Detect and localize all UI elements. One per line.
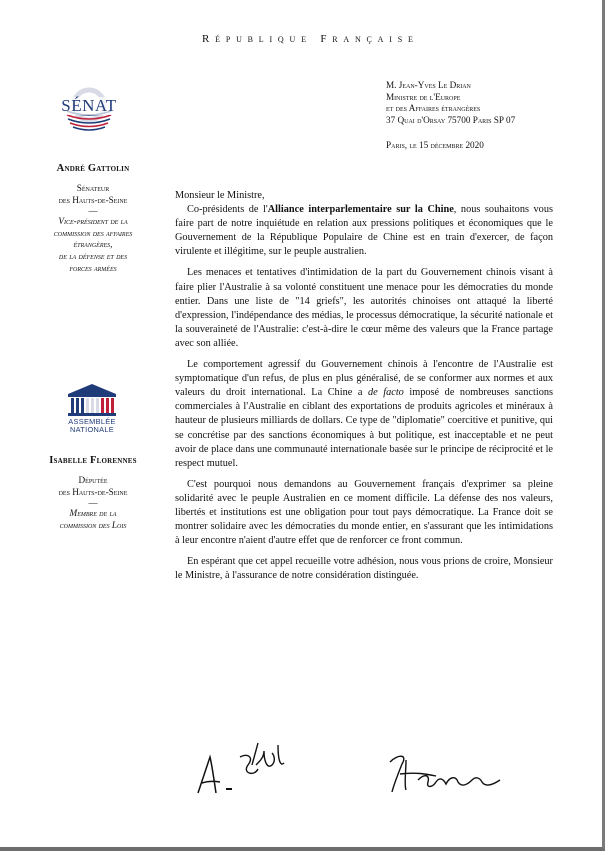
recipient-ministry: et des Affaires étrangères bbox=[386, 103, 481, 114]
senator-role-line: commission des affaires bbox=[53, 227, 133, 238]
letter-date: Paris, le 15 décembre 2020 bbox=[386, 140, 484, 150]
letter-body bbox=[175, 189, 553, 590]
senator-role-line: Vice-président de la bbox=[58, 216, 128, 227]
senator-role-line: forces armées bbox=[69, 262, 117, 273]
letter-greeting: Monsieur le Ministre, bbox=[175, 190, 265, 201]
senat-logo bbox=[58, 75, 120, 137]
p1-text-b: , nous souhaitons vous faire part de notre inquiétude en relation aux pressions politiques et économiques que le Gouvernement de la République Populaire de Chine est en train d'exercer, de façon virulente et illégitime, sur le peuple australien. bbox=[175, 204, 553, 258]
assemblee-line: NATIONALE bbox=[69, 425, 115, 435]
letter-paragraph-3 bbox=[175, 358, 553, 471]
senator-title: Sénateur bbox=[76, 183, 110, 193]
recipient-street: 37 Quai d'Orsay 75700 Paris SP 07 bbox=[386, 114, 516, 125]
assemblee-line: ASSEMBLÉE bbox=[68, 417, 116, 426]
assemblee-nationale-text bbox=[55, 418, 129, 435]
senator-separator: — bbox=[88, 206, 98, 217]
deputy-role-line: Membre de la bbox=[69, 508, 117, 519]
recipient-address bbox=[386, 80, 515, 126]
senator-role-line: étrangères, bbox=[73, 239, 113, 250]
senator-area: des Hauts-de-Seine bbox=[58, 194, 128, 205]
senator-role-line: de la défense et des bbox=[58, 250, 128, 261]
deputy-role-line: commission des Lois bbox=[59, 519, 127, 530]
deputy-title: Députée bbox=[78, 475, 108, 485]
deputy-area: des Hauts-de-Seine bbox=[58, 486, 128, 497]
senat-logo-text: SÉNAT bbox=[59, 97, 119, 115]
p3-text-b: imposé de nombreuses sanctions commerciales à l'Australie en ciblant des exportations de produits agricoles et minéraux à hauteur de plusieurs milliards de dollars. Ce type de "diplomatie" coercitive et punitive, qui se concrétise par des sanctions économiques à but politique, est inacceptable et ne peut avoir de place dans une communauté internationale basée sur le principe de réciprocité et le respect mutuel. bbox=[175, 387, 553, 469]
recipient-title: Ministre de l'Europe bbox=[386, 91, 461, 102]
alliance-name: Alliance interparlementaire sur la Chine bbox=[267, 204, 454, 216]
signature-florennes bbox=[376, 740, 516, 800]
p1-text-a: Co-présidents de l' bbox=[187, 204, 268, 216]
letter-paragraph-2: Les menaces et tentatives d'intimidation de la part du Gouvernement chinois visant à faire plier l'Australie à sa volonté constituent une menace pour les démocraties du monde entier. Dans une liste de "14 griefs", les autorités chinoises ont attaqué la liberté d'expression, l'indépendance des médias, le processus démocratique, la sécurité nationale et la souveraineté de l'Australie: c'est-à-dire le cœur même des valeurs que la France partage avec son alliée. bbox=[175, 267, 553, 349]
letter-paragraph-1 bbox=[175, 203, 553, 259]
de-facto-text: de facto bbox=[367, 387, 404, 399]
deputy-block bbox=[18, 455, 168, 531]
senator-block bbox=[18, 163, 168, 274]
republic-header: République Française bbox=[202, 33, 419, 45]
recipient-name: M. Jean-Yves Le Drian bbox=[386, 80, 471, 90]
p3-text-a: Le comportement agressif du Gouvernement chinois à l'encontre de l'Australie est symptomatique d'un refus, de plus en plus généralisé, de se conformer aux normes et aux valeurs du droit international. La Chine a bbox=[175, 359, 553, 399]
deputy-separator: — bbox=[88, 498, 98, 509]
deputy-name: Isabelle Florennes bbox=[49, 455, 137, 466]
signature-gattolin bbox=[192, 735, 332, 805]
assemblee-building-icon bbox=[64, 382, 120, 418]
letter-paragraph-4: C'est pourquoi nous demandons au Gouvernement français d'exprimer sa pleine solidarité avec le peuple Australien en ce moment difficile. La défense des nos valeurs, libertés et institutions est une obligation pour tout pays démocratique. La France doit se montrer solidaire avec les démocraties du monde entier, en s'assurant que les intimidations à leur encontre n'aient d'autre effet que de renforcer ce front commun. bbox=[175, 478, 553, 547]
senator-name: André Gattolin bbox=[56, 163, 130, 174]
letter-paragraph-5: En espérant que cet appel recueille votre adhésion, nous vous prions de croire, Monsieur le Ministre, à l'assurance de notre considération distinguée. bbox=[175, 556, 553, 582]
